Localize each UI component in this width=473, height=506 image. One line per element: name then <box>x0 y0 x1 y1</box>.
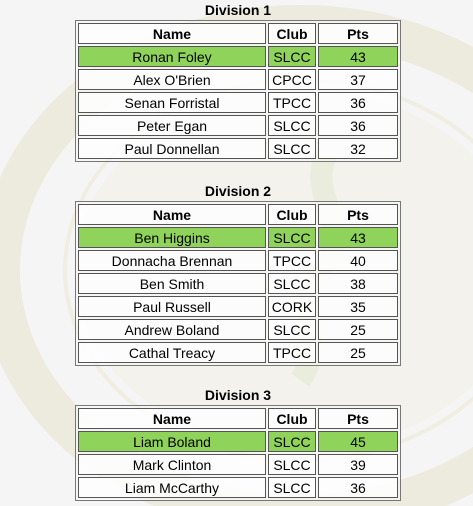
club-code: TPCC <box>268 250 316 271</box>
table-row <box>78 69 398 90</box>
division-title: Division 1 <box>204 2 272 18</box>
club-code: SLCC <box>268 227 316 248</box>
club-code: SLCC <box>268 115 316 136</box>
points-value: 45 <box>318 431 398 452</box>
table-row <box>78 296 398 317</box>
column-header-pts: Pts <box>318 408 398 429</box>
club-code: CPCC <box>268 69 316 90</box>
points-value: 36 <box>318 477 398 498</box>
column-header-club: Club <box>268 408 316 429</box>
club-code: TPCC <box>268 342 316 363</box>
division-title: Division 2 <box>204 183 272 199</box>
table-row <box>78 115 398 136</box>
player-name: Paul Russell <box>78 296 266 317</box>
division-1 <box>75 0 401 162</box>
player-name: Paul Donnellan <box>78 138 266 159</box>
standings-table <box>75 405 401 501</box>
club-code: SLCC <box>268 431 316 452</box>
column-header-name: Name <box>78 408 266 429</box>
club-code: SLCC <box>268 138 316 159</box>
player-name: Liam Boland <box>78 431 266 452</box>
table-row <box>78 319 398 340</box>
points-value: 43 <box>318 46 398 67</box>
standings-table <box>75 201 401 366</box>
points-value: 32 <box>318 138 398 159</box>
club-code: CORK <box>268 296 316 317</box>
points-value: 38 <box>318 273 398 294</box>
player-name: Alex O'Brien <box>78 69 266 90</box>
header-row <box>78 23 398 44</box>
column-header-club: Club <box>268 204 316 225</box>
division-3 <box>75 385 401 501</box>
player-name: Ben Higgins <box>78 227 266 248</box>
points-value: 36 <box>318 115 398 136</box>
points-value: 40 <box>318 250 398 271</box>
club-code: SLCC <box>268 319 316 340</box>
points-value: 25 <box>318 342 398 363</box>
division-2 <box>75 181 401 366</box>
column-header-name: Name <box>78 204 266 225</box>
points-value: 35 <box>318 296 398 317</box>
header-row <box>78 408 398 429</box>
player-name: Peter Egan <box>78 115 266 136</box>
player-name: Liam McCarthy <box>78 477 266 498</box>
column-header-pts: Pts <box>318 23 398 44</box>
player-name: Cathal Treacy <box>78 342 266 363</box>
header-row <box>78 204 398 225</box>
points-value: 36 <box>318 92 398 113</box>
column-header-pts: Pts <box>318 204 398 225</box>
division-title: Division 3 <box>204 387 272 403</box>
standings-table <box>75 20 401 162</box>
player-name: Donnacha Brennan <box>78 250 266 271</box>
player-name: Senan Forristal <box>78 92 266 113</box>
club-code: SLCC <box>268 46 316 67</box>
points-value: 37 <box>318 69 398 90</box>
table-row <box>78 250 398 271</box>
club-code: SLCC <box>268 273 316 294</box>
table-row-leader <box>78 227 398 248</box>
column-header-club: Club <box>268 23 316 44</box>
club-code: SLCC <box>268 454 316 475</box>
points-value: 39 <box>318 454 398 475</box>
club-code: SLCC <box>268 477 316 498</box>
table-row <box>78 342 398 363</box>
table-row <box>78 454 398 475</box>
player-name: Ronan Foley <box>78 46 266 67</box>
table-row <box>78 477 398 498</box>
table-row-leader <box>78 431 398 452</box>
player-name: Mark Clinton <box>78 454 266 475</box>
player-name: Ben Smith <box>78 273 266 294</box>
column-header-name: Name <box>78 23 266 44</box>
club-code: TPCC <box>268 92 316 113</box>
points-value: 25 <box>318 319 398 340</box>
table-row-leader <box>78 46 398 67</box>
player-name: Andrew Boland <box>78 319 266 340</box>
points-value: 43 <box>318 227 398 248</box>
table-row <box>78 138 398 159</box>
table-row <box>78 92 398 113</box>
table-row <box>78 273 398 294</box>
